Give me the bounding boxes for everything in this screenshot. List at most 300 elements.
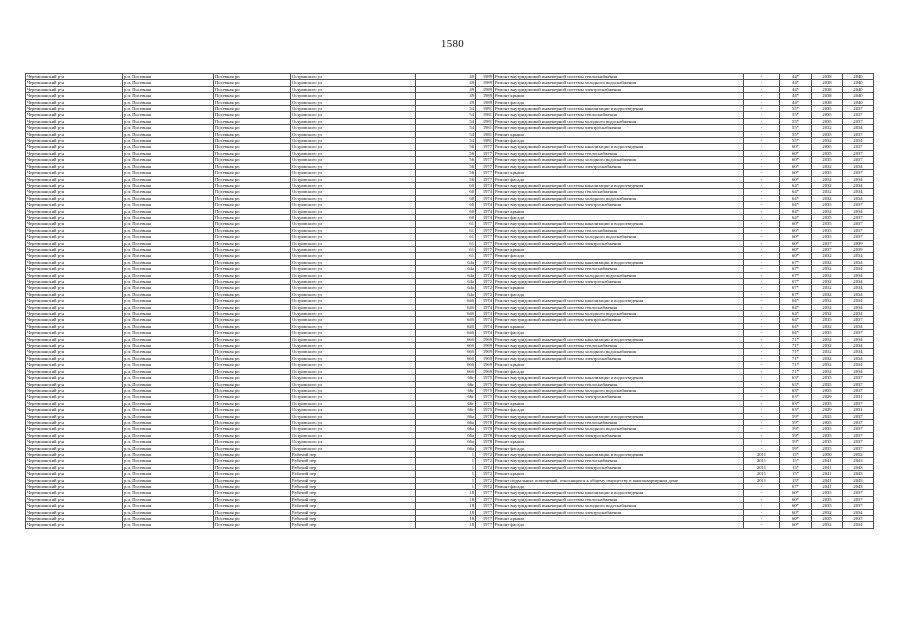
work-type-cell: Ремонт крыши (494, 246, 744, 252)
wear-cell: 64* (780, 189, 812, 195)
district-cell: Черемшанский р-н (26, 272, 123, 278)
street-cell: Островского ул (291, 266, 416, 272)
district-cell: Черемшанский р-н (26, 99, 123, 105)
district-cell: Черемшанский р-н (26, 112, 123, 118)
start-year-cell: 2038 (812, 74, 843, 80)
district-cell: Черемшанский р-н (26, 138, 123, 144)
table-row (26, 522, 874, 528)
table-body (26, 74, 874, 529)
locality-cell: Посевная рп (214, 445, 291, 451)
street-cell: Островского ул (291, 170, 416, 176)
house-number-cell: 66б (416, 343, 476, 349)
settlement-cell: р.п. Посевная (123, 323, 214, 329)
start-year-cell: 2032 (812, 195, 843, 201)
street-cell: Островского ул (291, 311, 416, 317)
start-year-cell: 2035 (812, 400, 843, 406)
build-year-cell: 1972 (476, 266, 494, 272)
house-number-cell: 18 (416, 490, 476, 496)
build-year-cell: 1972 (476, 272, 494, 278)
last-repair-year-cell: - (744, 259, 780, 265)
end-year-cell: 2037 (843, 503, 874, 509)
house-number-cell: 66б (416, 336, 476, 342)
settlement-cell: р.п. Посевная (123, 394, 214, 400)
build-year-cell: 1972 (476, 477, 494, 483)
build-year-cell: 1969 (476, 368, 494, 374)
house-number-cell: 56 (416, 176, 476, 182)
work-type-cell: Ремонт внутридомовой инженерной системы электроснабжения (494, 86, 744, 92)
wear-cell: 55* (780, 131, 812, 137)
settlement-cell: р.п. Посевная (123, 516, 214, 522)
district-cell: Черемшанский р-н (26, 189, 123, 195)
start-year-cell: 2032 (812, 272, 843, 278)
work-type-cell: Ремонт внутридомовой инженерной системы электроснабжения (494, 509, 744, 515)
street-cell: Островского ул (291, 138, 416, 144)
street-cell: Островского ул (291, 144, 416, 150)
work-type-cell: Ремонт фасада (494, 253, 744, 259)
work-type-cell: Ремонт внутридомовой инженерной системы канализации и водоотведения (494, 182, 744, 188)
last-repair-year-cell: - (744, 176, 780, 182)
house-number-cell: 18 (416, 522, 476, 528)
house-number-cell: 66б (416, 349, 476, 355)
settlement-cell: р.п. Посевная (123, 503, 214, 509)
work-type-cell: Ремонт фасада (494, 176, 744, 182)
start-year-cell: 2041 (812, 484, 843, 490)
end-year-cell: 2037 (843, 445, 874, 451)
last-repair-year-cell: - (744, 355, 780, 361)
house-number-cell: 56 (416, 170, 476, 176)
house-number-cell: 66а (416, 439, 476, 445)
work-type-cell: Ремонт внутридомовой инженерной системы теплоснабжения (494, 266, 744, 272)
wear-cell: 71* (780, 362, 812, 368)
end-year-cell: 2037 (843, 375, 874, 381)
locality-cell: Посевная рп (214, 362, 291, 368)
street-cell: Рабочий пер (291, 484, 416, 490)
house-number-cell: 66г (416, 381, 476, 387)
wear-cell: 15* (780, 458, 812, 464)
start-year-cell: 2041 (812, 464, 843, 470)
last-repair-year-cell: - (744, 304, 780, 310)
last-repair-year-cell: - (744, 266, 780, 272)
start-year-cell: 2035 (812, 112, 843, 118)
start-year-cell: 2032 (812, 176, 843, 182)
build-year-cell: 1972 (476, 471, 494, 477)
house-number-cell: 64а (416, 279, 476, 285)
locality-cell: Посевная рп (214, 496, 291, 502)
work-type-cell: Ремонт крыши (494, 285, 744, 291)
settlement-cell: р.п. Посевная (123, 432, 214, 438)
district-cell: Черемшанский р-н (26, 490, 123, 496)
wear-cell: 60* (780, 163, 812, 169)
end-year-cell: 2034 (843, 279, 874, 285)
settlement-cell: р.п. Посевная (123, 240, 214, 246)
end-year-cell: 2034 (843, 355, 874, 361)
settlement-cell: р.п. Посевная (123, 413, 214, 419)
settlement-cell: р.п. Посевная (123, 419, 214, 425)
district-cell: Черемшанский р-н (26, 240, 123, 246)
start-year-cell: 2032 (812, 208, 843, 214)
house-number-cell: 60 (416, 195, 476, 201)
street-cell: Островского ул (291, 323, 416, 329)
settlement-cell: р.п. Посевная (123, 471, 214, 477)
work-type-cell: Ремонт внутридомовой инженерной системы теплоснабжения (494, 343, 744, 349)
settlement-cell: р.п. Посевная (123, 259, 214, 265)
last-repair-year-cell: - (744, 522, 780, 528)
house-number-cell: 49 (416, 86, 476, 92)
street-cell: Рабочий пер (291, 516, 416, 522)
start-year-cell: 2038 (812, 80, 843, 86)
end-year-cell: 2037 (843, 131, 874, 137)
wear-cell: 63* (780, 387, 812, 393)
work-type-cell: Ремонт внутридомовой инженерной системы теплоснабжения (494, 227, 744, 233)
start-year-cell: 2035 (812, 496, 843, 502)
start-year-cell: 2032 (812, 291, 843, 297)
wear-cell: 63* (780, 400, 812, 406)
locality-cell: Посевная рп (214, 355, 291, 361)
settlement-cell: р.п. Посевная (123, 131, 214, 137)
work-type-cell: Ремонт внутридомовой инженерной системы холодного водоснабжения (494, 349, 744, 355)
wear-cell: 64* (780, 195, 812, 201)
build-year-cell: 1974 (476, 323, 494, 329)
work-type-cell: Ремонт фасада (494, 445, 744, 451)
end-year-cell: 2034 (843, 182, 874, 188)
build-year-cell: 1981 (476, 138, 494, 144)
district-cell: Черемшанский р-н (26, 387, 123, 393)
street-cell: Островского ул (291, 279, 416, 285)
build-year-cell: 1989 (476, 86, 494, 92)
district-cell: Черемшанский р-н (26, 195, 123, 201)
street-cell: Островского ул (291, 246, 416, 252)
locality-cell: Посевная рп (214, 298, 291, 304)
district-cell: Черемшанский р-н (26, 413, 123, 419)
street-cell: Островского ул (291, 362, 416, 368)
house-number-cell: 61 (416, 240, 476, 246)
build-year-cell: 1977 (476, 240, 494, 246)
settlement-cell: р.п. Посевная (123, 227, 214, 233)
wear-cell: 67* (780, 259, 812, 265)
work-type-cell: Ремонт внутридомовой инженерной системы холодного водоснабжения (494, 311, 744, 317)
district-cell: Черемшанский р-н (26, 253, 123, 259)
end-year-cell: 2034 (843, 272, 874, 278)
wear-cell: 71* (780, 336, 812, 342)
locality-cell: Посевная рп (214, 285, 291, 291)
settlement-cell: р.п. Посевная (123, 407, 214, 413)
last-repair-year-cell: - (744, 298, 780, 304)
settlement-cell: р.п. Посевная (123, 317, 214, 323)
locality-cell: Посевная рп (214, 471, 291, 477)
build-year-cell: 1972 (476, 464, 494, 470)
build-year-cell: 1978 (476, 445, 494, 451)
settlement-cell: р.п. Посевная (123, 349, 214, 355)
work-type-cell: Ремонт внутридомовой инженерной системы электроснабжения (494, 432, 744, 438)
locality-cell: Посевная рп (214, 407, 291, 413)
settlement-cell: р.п. Посевная (123, 234, 214, 240)
start-year-cell: 2032 (812, 138, 843, 144)
wear-cell: 44* (780, 86, 812, 92)
start-year-cell: 2035 (812, 490, 843, 496)
start-year-cell: 2032 (812, 125, 843, 131)
build-year-cell: 1969 (476, 355, 494, 361)
end-year-cell: 2037 (843, 150, 874, 156)
street-cell: Островского ул (291, 227, 416, 233)
locality-cell: Посевная рп (214, 375, 291, 381)
wear-cell: 15* (780, 464, 812, 470)
end-year-cell: 2052 (843, 451, 874, 457)
last-repair-year-cell: - (744, 234, 780, 240)
settlement-cell: р.п. Посевная (123, 208, 214, 214)
end-year-cell: 2040 (843, 86, 874, 92)
last-repair-year-cell: - (744, 336, 780, 342)
work-type-cell: Ремонт внутридомовой инженерной системы холодного водоснабжения (494, 80, 744, 86)
locality-cell: Посевная рп (214, 477, 291, 483)
work-type-cell: Ремонт фасада (494, 522, 744, 528)
last-repair-year-cell: - (744, 484, 780, 490)
street-cell: Островского ул (291, 413, 416, 419)
settlement-cell: р.п. Посевная (123, 509, 214, 515)
last-repair-year-cell: - (744, 432, 780, 438)
settlement-cell: р.п. Посевная (123, 368, 214, 374)
work-type-cell: Ремонт внутридомовой инженерной системы холодного водоснабжения (494, 503, 744, 509)
work-type-cell: Ремонт крыши (494, 131, 744, 137)
house-number-cell: 64а (416, 272, 476, 278)
house-number-cell: 60 (416, 189, 476, 195)
work-type-cell: Ремонт внутридомовой инженерной системы холодного водоснабжения (494, 272, 744, 278)
work-type-cell: Ремонт внутридомовой инженерной системы канализации и водоотведения (494, 298, 744, 304)
repair-schedule-table (25, 73, 874, 529)
street-cell: Рабочий пер (291, 451, 416, 457)
build-year-cell: 1989 (476, 74, 494, 80)
build-year-cell: 1974 (476, 189, 494, 195)
settlement-cell: р.п. Посевная (123, 163, 214, 169)
locality-cell: Посевная рп (214, 484, 291, 490)
street-cell: Островского ул (291, 375, 416, 381)
build-year-cell: 1977 (476, 157, 494, 163)
last-repair-year-cell: - (744, 195, 780, 201)
wear-cell: 67* (780, 285, 812, 291)
last-repair-year-cell: - (744, 291, 780, 297)
start-year-cell: 2035 (812, 439, 843, 445)
build-year-cell: 1977 (476, 234, 494, 240)
build-year-cell: 1977 (476, 163, 494, 169)
settlement-cell: р.п. Посевная (123, 336, 214, 342)
work-type-cell: Ремонт внутридомовой инженерной системы электроснабжения (494, 279, 744, 285)
locality-cell: Посевная рп (214, 118, 291, 124)
district-cell: Черемшанский р-н (26, 131, 123, 137)
street-cell: Рабочий пер (291, 522, 416, 528)
end-year-cell: 2034 (843, 285, 874, 291)
build-year-cell: 1969 (476, 349, 494, 355)
start-year-cell: 2032 (812, 349, 843, 355)
end-year-cell: 2043 (843, 484, 874, 490)
locality-cell: Посевная рп (214, 214, 291, 220)
district-cell: Черемшанский р-н (26, 330, 123, 336)
work-type-cell: Ремонт внутридомовой инженерной системы электроснабжения (494, 202, 744, 208)
street-cell: Островского ул (291, 259, 416, 265)
street-cell: Островского ул (291, 221, 416, 227)
house-number-cell: 66а (416, 432, 476, 438)
locality-cell: Посевная рп (214, 419, 291, 425)
house-number-cell: 64б (416, 311, 476, 317)
start-year-cell: 2037 (812, 246, 843, 252)
end-year-cell: 2037 (843, 419, 874, 425)
district-cell: Черемшанский р-н (26, 445, 123, 451)
build-year-cell: 1977 (476, 227, 494, 233)
locality-cell: Посевная рп (214, 182, 291, 188)
end-year-cell: 2034 (843, 208, 874, 214)
start-year-cell: 2035 (812, 445, 843, 451)
end-year-cell: 2040 (843, 80, 874, 86)
settlement-cell: р.п. Посевная (123, 157, 214, 163)
locality-cell: Посевная рп (214, 330, 291, 336)
wear-cell: 64* (780, 304, 812, 310)
house-number-cell: 54 (416, 138, 476, 144)
last-repair-year-cell: - (744, 150, 780, 156)
build-year-cell: 1974 (476, 330, 494, 336)
house-number-cell: 60 (416, 182, 476, 188)
work-type-cell: Ремонт крыши (494, 323, 744, 329)
start-year-cell: 2035 (812, 214, 843, 220)
build-year-cell: 1969 (476, 336, 494, 342)
work-type-cell: Ремонт внутридомовой инженерной системы холодного водоснабжения (494, 157, 744, 163)
street-cell: Островского ул (291, 381, 416, 387)
settlement-cell: р.п. Посевная (123, 253, 214, 259)
end-year-cell: 2034 (843, 291, 874, 297)
settlement-cell: р.п. Посевная (123, 74, 214, 80)
settlement-cell: р.п. Посевная (123, 490, 214, 496)
house-number-cell: 56 (416, 163, 476, 169)
district-cell: Черемшанский р-н (26, 419, 123, 425)
house-number-cell: 49 (416, 74, 476, 80)
build-year-cell: 1975 (476, 394, 494, 400)
end-year-cell: 2040 (843, 93, 874, 99)
district-cell: Черемшанский р-н (26, 170, 123, 176)
work-type-cell: Ремонт внутридомовой инженерной системы электроснабжения (494, 355, 744, 361)
start-year-cell: 2032 (812, 253, 843, 259)
district-cell: Черемшанский р-н (26, 279, 123, 285)
last-repair-year-cell: - (744, 413, 780, 419)
start-year-cell: 2032 (812, 259, 843, 265)
wear-cell: 60* (780, 234, 812, 240)
last-repair-year-cell: - (744, 125, 780, 131)
wear-cell: 55* (780, 118, 812, 124)
district-cell: Черемшанский р-н (26, 368, 123, 374)
house-number-cell: 1 (416, 471, 476, 477)
locality-cell: Посевная рп (214, 144, 291, 150)
street-cell: Рабочий пер (291, 496, 416, 502)
build-year-cell: 1974 (476, 304, 494, 310)
work-type-cell: Ремонт внутридомовой инженерной системы канализации и водоотведения (494, 106, 744, 112)
district-cell: Черемшанский р-н (26, 80, 123, 86)
settlement-cell: р.п. Посевная (123, 272, 214, 278)
street-cell: Островского ул (291, 202, 416, 208)
wear-cell: 63* (780, 394, 812, 400)
wear-cell: 64* (780, 311, 812, 317)
build-year-cell: 1978 (476, 413, 494, 419)
settlement-cell: р.п. Посевная (123, 182, 214, 188)
start-year-cell: 2035 (812, 150, 843, 156)
locality-cell: Посевная рп (214, 413, 291, 419)
last-repair-year-cell: - (744, 445, 780, 451)
settlement-cell: р.п. Посевная (123, 176, 214, 182)
locality-cell: Посевная рп (214, 189, 291, 195)
locality-cell: Посевная рп (214, 522, 291, 528)
street-cell: Островского ул (291, 349, 416, 355)
start-year-cell: 2032 (812, 298, 843, 304)
build-year-cell: 1977 (476, 503, 494, 509)
wear-cell: 63* (780, 407, 812, 413)
last-repair-year-cell: - (744, 144, 780, 150)
district-cell: Черемшанский р-н (26, 214, 123, 220)
wear-cell: 55* (780, 112, 812, 118)
locality-cell: Посевная рп (214, 304, 291, 310)
house-number-cell: 49 (416, 93, 476, 99)
street-cell: Островского ул (291, 343, 416, 349)
house-number-cell: 60 (416, 208, 476, 214)
end-year-cell: 2037 (843, 144, 874, 150)
work-type-cell: Ремонт внутридомовой инженерной системы электроснабжения (494, 317, 744, 323)
locality-cell: Посевная рп (214, 125, 291, 131)
last-repair-year-cell: - (744, 496, 780, 502)
build-year-cell: 1969 (476, 343, 494, 349)
district-cell: Черемшанский р-н (26, 407, 123, 413)
last-repair-year-cell: 2011 (744, 477, 780, 483)
start-year-cell: 2035 (812, 234, 843, 240)
work-type-cell: Ремонт внутридомовой инженерной системы канализации и водоотведения (494, 451, 744, 457)
last-repair-year-cell: - (744, 387, 780, 393)
locality-cell: Посевная рп (214, 170, 291, 176)
district-cell: Черемшанский р-н (26, 400, 123, 406)
last-repair-year-cell: - (744, 381, 780, 387)
house-number-cell: 1 (416, 464, 476, 470)
house-number-cell: 64б (416, 298, 476, 304)
settlement-cell: р.п. Посевная (123, 99, 214, 105)
locality-cell: Посевная рп (214, 349, 291, 355)
build-year-cell: 1977 (476, 522, 494, 528)
district-cell: Черемшанский р-н (26, 522, 123, 528)
last-repair-year-cell: - (744, 439, 780, 445)
house-number-cell: 66б (416, 355, 476, 361)
wear-cell: 55* (780, 125, 812, 131)
settlement-cell: р.п. Посевная (123, 279, 214, 285)
locality-cell: Посевная рп (214, 106, 291, 112)
district-cell: Черемшанский р-н (26, 477, 123, 483)
settlement-cell: р.п. Посевная (123, 362, 214, 368)
last-repair-year-cell: - (744, 74, 780, 80)
build-year-cell: 1981 (476, 112, 494, 118)
street-cell: Островского ул (291, 387, 416, 393)
house-number-cell: 64б (416, 323, 476, 329)
work-type-cell: Ремонт внутридомовой инженерной системы холодного водоснабжения (494, 426, 744, 432)
last-repair-year-cell: - (744, 400, 780, 406)
end-year-cell: 2034 (843, 253, 874, 259)
start-year-cell: 2029 (812, 394, 843, 400)
work-type-cell: Ремонт внутридомовой инженерной системы канализации и водоотведения (494, 336, 744, 342)
last-repair-year-cell: - (744, 214, 780, 220)
district-cell: Черемшанский р-н (26, 93, 123, 99)
street-cell: Островского ул (291, 80, 416, 86)
wear-cell: 60* (780, 496, 812, 502)
last-repair-year-cell: - (744, 227, 780, 233)
house-number-cell: 60 (416, 214, 476, 220)
build-year-cell: 1977 (476, 176, 494, 182)
end-year-cell: 2034 (843, 522, 874, 528)
district-cell: Черемшанский р-н (26, 503, 123, 509)
settlement-cell: р.п. Посевная (123, 477, 214, 483)
page-number: 1580 (440, 38, 465, 50)
build-year-cell: 1972 (476, 279, 494, 285)
locality-cell: Посевная рп (214, 240, 291, 246)
last-repair-year-cell: - (744, 182, 780, 188)
house-number-cell: 66б (416, 368, 476, 374)
